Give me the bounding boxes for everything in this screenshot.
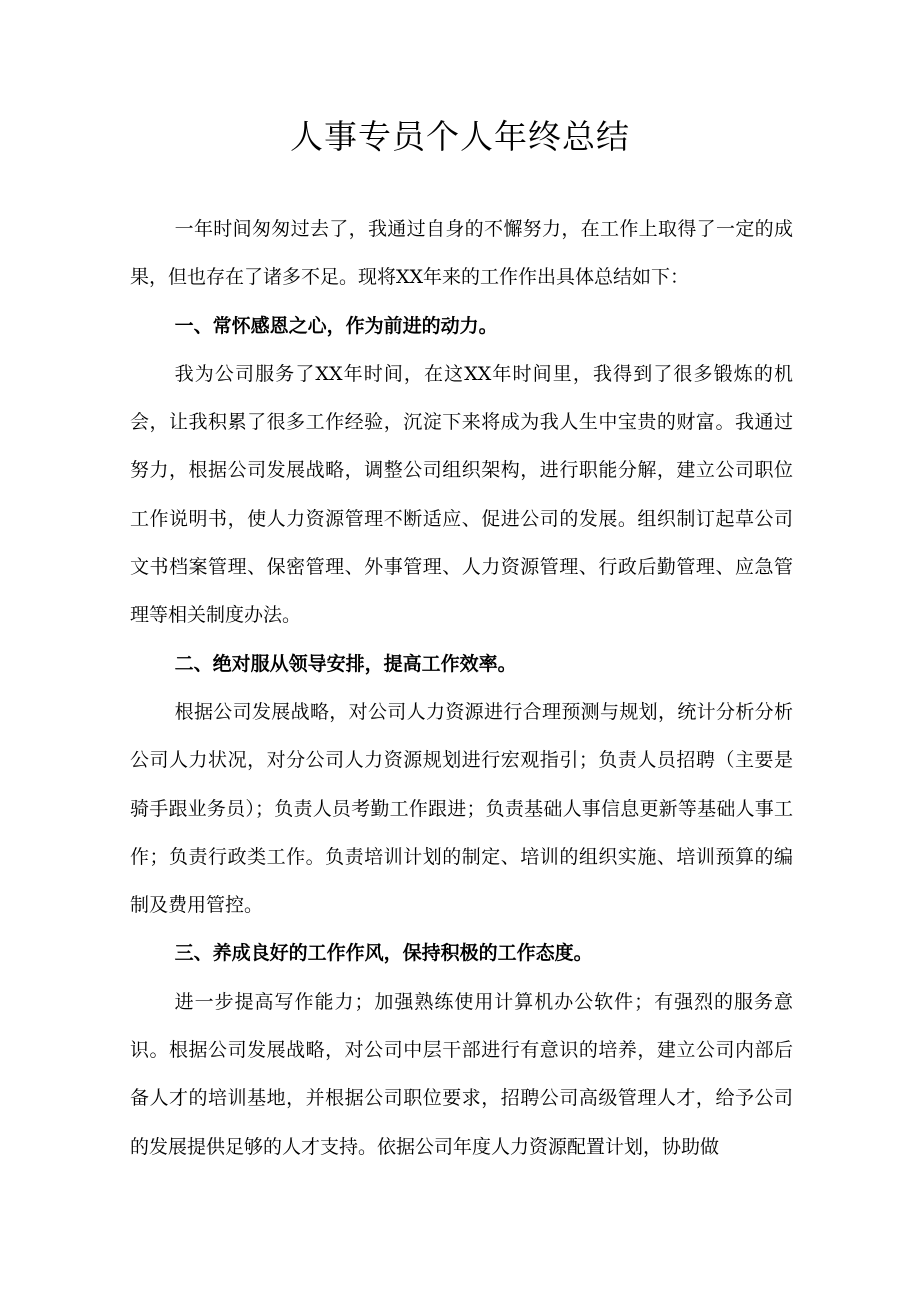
section-3-paragraph: 进一步提高写作能力；加强熟练使用计算机办公软件；有强烈的服务意识。根据公司发展战略，对公司中层干部进行有意识的培养，建立公司内部后备人才的培训基地，并根据公司职位要求，招聘公司高级管理人才，给予公司的发展提供足够的人才支持。依据公司年度人力资源配置计划，协助做: [130, 990, 793, 1158]
section-2-paragraph: 根据公司发展战略，对公司人力资源进行合理预测与规划，统计分析分析公司人力状况，对分公司人力资源规划进行宏观指引；负责人员招聘（主要是骑手跟业务员）；负责人员考勤工作跟进；负责基础人事信息更新等基础人事工作；负责行政类工作。负责培训计划的制定、培训的组织实施、培训预算的编制及费用管控。: [130, 700, 793, 917]
section-heading-3: 三、养成良好的工作作风，保持积极的工作态度。: [174, 942, 593, 965]
document-body: [130, 205, 793, 1171]
intro-paragraph: 一年时间匆匆过去了，我通过自身的不懈努力，在工作上取得了一定的成果，但也存在了诸多不足。现将XX年来的工作作出具体总结如下：: [130, 218, 793, 289]
section-1-paragraph: 我为公司服务了XX年时间，在这XX年时间里，我得到了很多锻炼的机会，让我积累了很多工作经验，沉淀下来将成为我人生中宝贵的财富。我通过努力，根据公司发展战略，调整公司组织架构，进行职能分解，建立公司职位工作说明书，使人力资源管理不断适应、促进公司的发展。组织制订起草公司文书档案管理、保密管理、外事管理、人力资源管理、行政后勤管理、应急管理等相关制度办法。: [130, 362, 793, 627]
section-heading-1: 一、常怀感恩之心，作为前进的动力。: [174, 314, 498, 337]
section-heading-2: 二、绝对服从领导安排，提高工作效率。: [174, 652, 517, 675]
document-title: 人事专员个人年终总结: [290, 117, 630, 156]
